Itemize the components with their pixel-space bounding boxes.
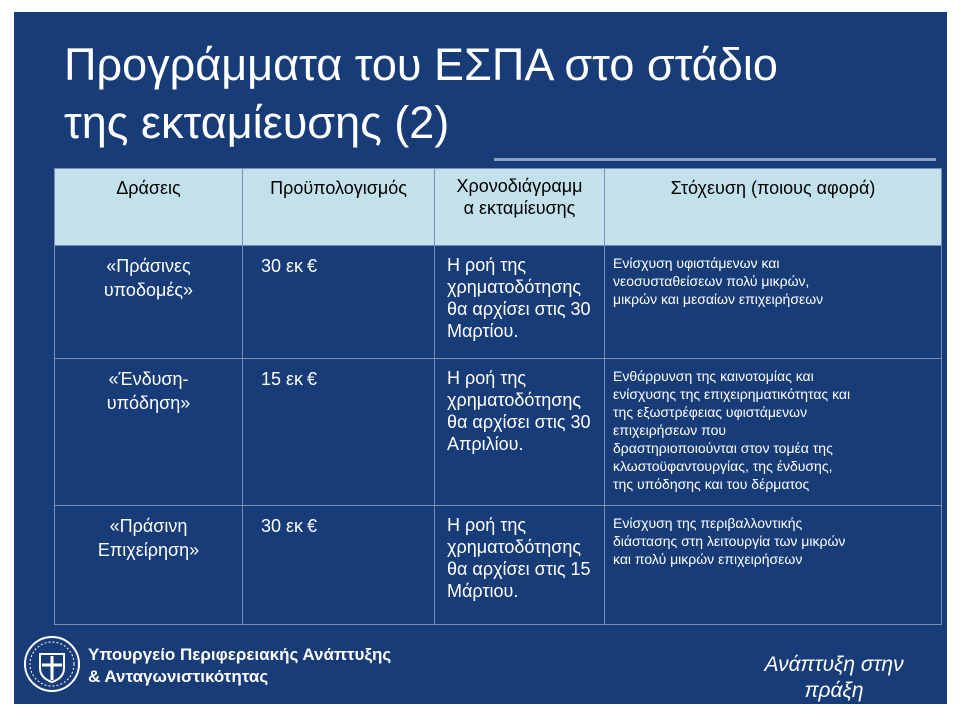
schedule-line: θα αρχίσει στις 30 [447,412,591,432]
slide-title [64,36,934,152]
title-line-2: της εκταμίευσης (2) [64,97,450,148]
action-line: υποδομές» [103,280,194,300]
header-actions: Δράσεις [55,169,243,246]
schedule-line: Απριλίου. [447,434,524,454]
action-line: «Πράσινες [106,256,191,276]
target-line: κλωστοϋφαντουργίας, της ένδυσης, [613,458,833,474]
schedule-cell [435,246,605,359]
target-line: διάστασης στη λειτουργία των μικρών [613,533,846,549]
schedule-line: χρηματοδότησης [447,390,582,410]
target-line: και πολύ μικρών επιχειρήσεων [613,551,803,567]
title-line-1: Προγράμματα του ΕΣΠΑ στο στάδιο [64,39,778,90]
target-line: επιχειρήσεων που [613,422,727,438]
target-line: Ενίσχυση της περιβαλλοντικής [613,515,803,531]
header-schedule-line-2: α εκταμίευσης [463,198,576,218]
target-cell [605,359,942,506]
ministry-name [88,644,391,688]
action-line: Επιχείρηση» [97,540,200,560]
slogan-line-2: πράξη [804,679,864,702]
euro-symbol: € [307,369,318,389]
budget-value: 15 εκ [261,369,304,389]
budget-cell [243,246,435,359]
target-line: νεοσυσταθείσεων πολύ μικρών, [613,273,810,289]
budget-cell [243,359,435,506]
table-row [55,506,942,625]
schedule-line: θα αρχίσει στις 30 [447,299,591,319]
header-budget: Προϋπολογισμός [243,169,435,246]
slogan [734,652,934,704]
budget-cell [243,506,435,625]
target-cell [605,246,942,359]
budget-value: 30 εκ [261,256,304,276]
action-cell [55,246,243,359]
target-line: Ενίσχυση υφιστάμενων και [613,255,780,271]
table-row [55,359,942,506]
schedule-line: χρηματοδότησης [447,277,582,297]
header-schedule-line-1: Χρονοδιάγραμμ [456,176,583,196]
target-line: της υπόδησης και του δέρματος [613,476,810,492]
schedule-line: Η ροή της [447,255,527,275]
target-line: μικρών και μεσαίων επιχειρήσεων [613,291,824,307]
action-cell [55,506,243,625]
header-target: Στόχευση (ποιους αφορά) [605,169,942,246]
title-divider [494,158,936,161]
target-line: της εξωστρέφειας υφιστάμενων [613,404,808,420]
greek-coat-of-arms-icon [22,634,82,694]
slide [14,12,947,704]
programs-table [54,168,942,625]
table-header-row [55,169,942,246]
schedule-line: Μάρτιου. [447,581,519,601]
target-line: δραστηριοποιούνται στον τομέα της [613,440,833,456]
schedule-line: Μαρτίου. [447,321,519,341]
action-line: «Πράσινη [109,516,188,536]
target-cell [605,506,942,625]
action-cell [55,359,243,506]
ministry-line-2: & Ανταγωνιστικότητας [88,667,269,686]
slogan-line-1: Ανάπτυξη στην [764,653,904,676]
euro-symbol: € [307,256,318,276]
euro-symbol: € [307,516,318,536]
schedule-line: χρηματοδότησης [447,537,582,557]
schedule-line: θα αρχίσει στις 15 [447,559,591,579]
budget-value: 30 εκ [261,516,304,536]
action-line: υπόδηση» [106,393,191,413]
target-line: ενίσχυσης της επιχειρηματικότητας και [613,386,851,402]
schedule-line: Η ροή της [447,368,527,388]
schedule-line: Η ροή της [447,515,527,535]
action-line: «Ένδυση- [108,369,189,389]
ministry-line-1: Υπουργείο Περιφερειακής Ανάπτυξης [88,645,392,664]
table-row [55,246,942,359]
schedule-cell [435,359,605,506]
target-line: Ενθάρρυνση της καινοτομίας και [613,368,814,384]
header-schedule [435,169,605,246]
schedule-cell [435,506,605,625]
